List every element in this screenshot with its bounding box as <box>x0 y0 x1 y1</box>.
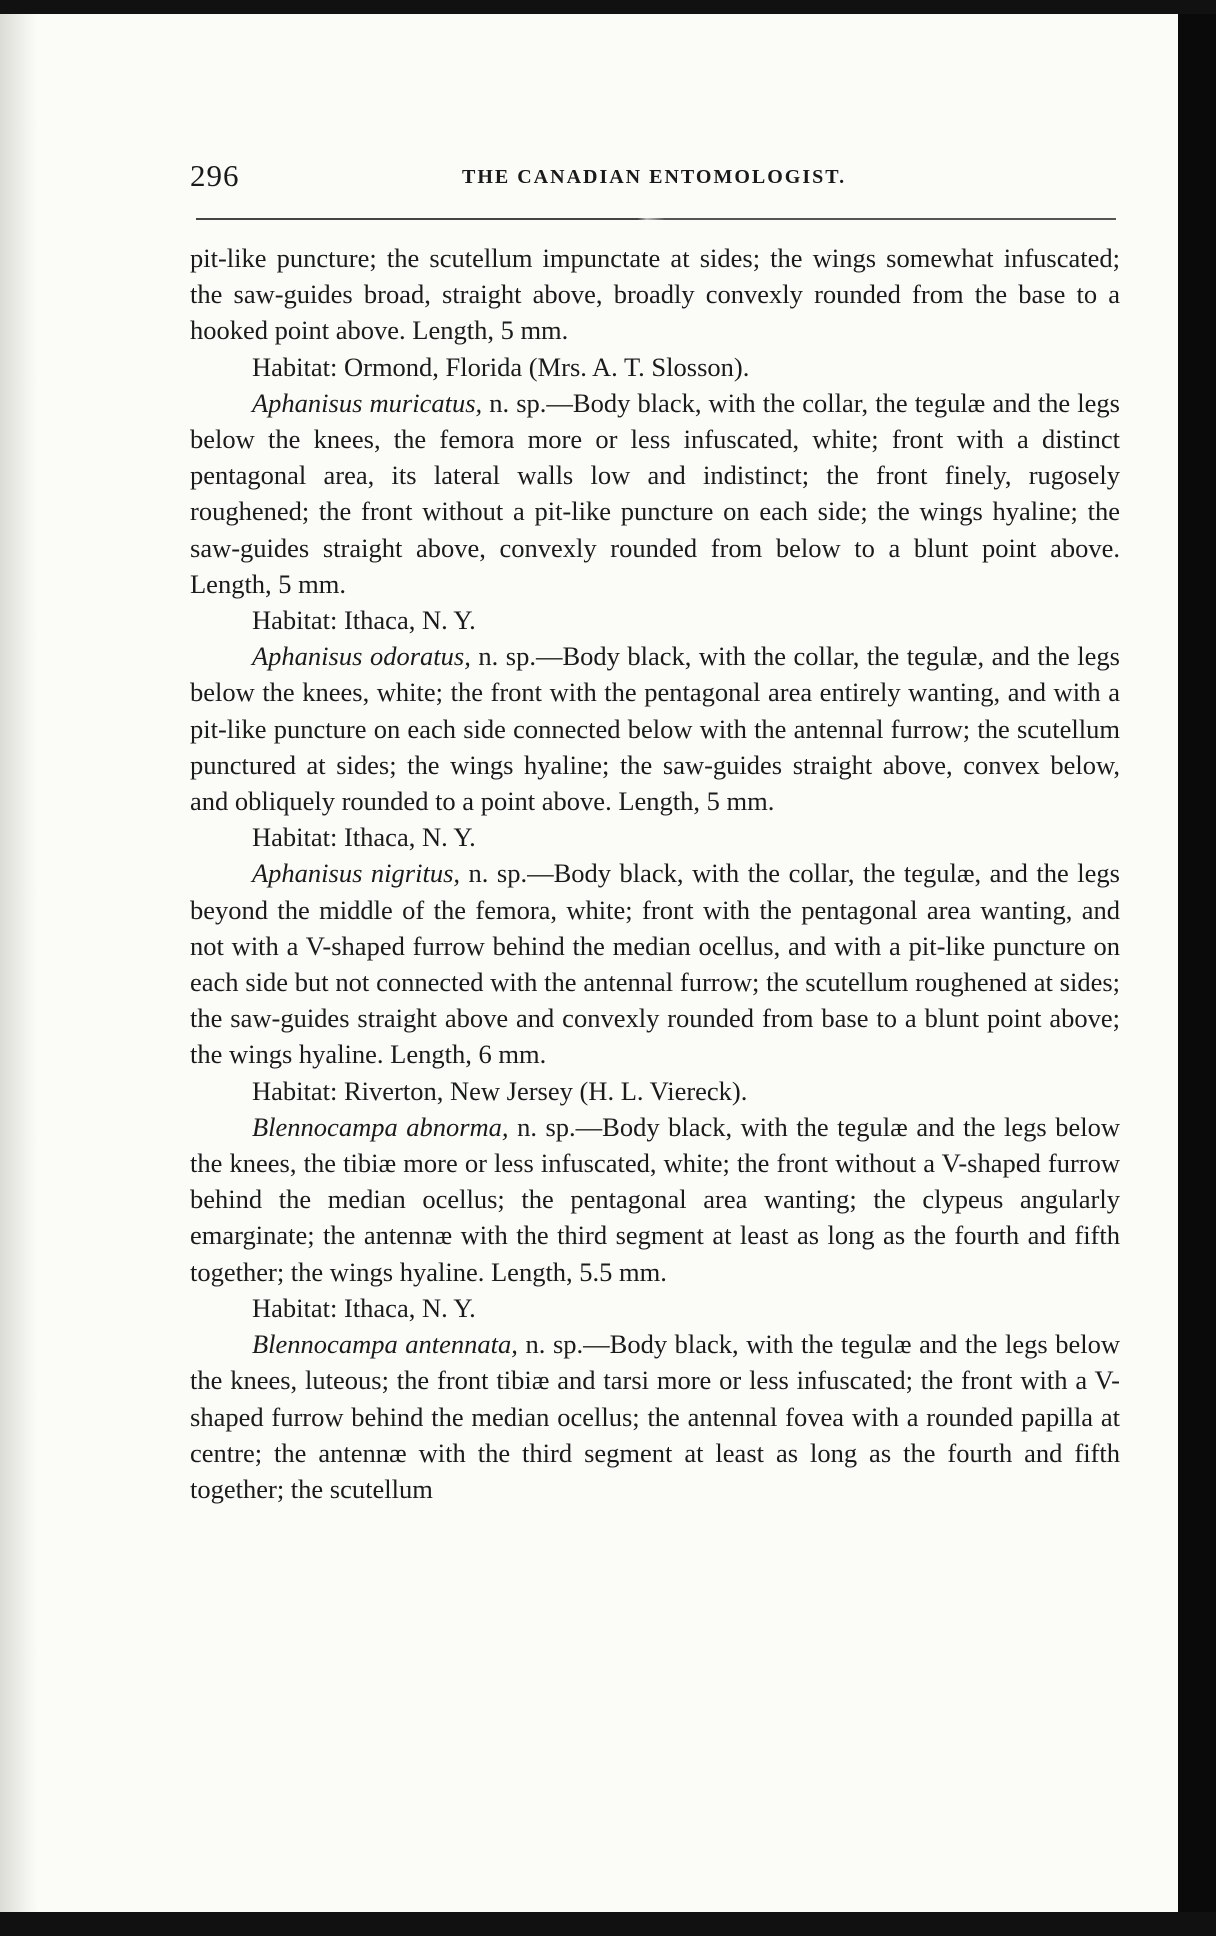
species-description <box>190 1326 1120 1507</box>
running-header <box>190 158 1120 198</box>
species-name: Blennocampa antennata, <box>252 1329 518 1360</box>
habitat-line <box>190 349 1120 385</box>
paragraph-text: Habitat: Ithaca, N. Y. <box>252 605 476 636</box>
paragraph-text: n. sp.—Body black, with the tegulæ and the legs below the knees, luteous; the front tibiæ and tarsi more or less infuscated; the front with a V-shaped furrow behind the median ocellus; the antennal fovea with a rounded papilla at centre; the antennæ with the third segment at least as long as the fourth and fifth together; the scutellum <box>190 1329 1120 1504</box>
paragraph-text: n. sp.—Body black, with the collar, the tegulæ and the legs below the knees, the femora more or less infuscated, white; front with a distinct pentagonal area, its lateral walls low and indistinct; the front finely, rugosely roughened; the front without a pit-like puncture on each side; the wings hyaline; the saw-guides straight above, convexly rounded from below to a blunt point above. Length, 5 mm. <box>190 387 1120 599</box>
scan-border-top <box>0 0 1216 14</box>
species-name: Blennocampa abnorma, <box>252 1111 509 1142</box>
paragraph-text: Habitat: Riverton, New Jersey (H. L. Viereck). <box>252 1075 748 1106</box>
species-name: Aphanisus odoratus, <box>252 641 471 672</box>
paragraph-text: pit-like puncture; the scutellum impunctate at sides; the wings somewhat infuscated; the saw-guides broad, straight above, broadly convexly rounded from the base to a hooked point above. Length, 5 mm. <box>190 243 1120 346</box>
species-description <box>190 385 1120 602</box>
species-description <box>190 1109 1120 1290</box>
paragraph-text: Habitat: Ormond, Florida (Mrs. A. T. Slosson). <box>252 351 750 382</box>
habitat-line <box>190 1073 1120 1109</box>
paragraph-text: Habitat: Ithaca, N. Y. <box>252 1292 476 1323</box>
body-text <box>190 240 1120 1507</box>
species-description <box>190 638 1120 819</box>
scan-border-right <box>1178 0 1216 1936</box>
paragraph-text: Habitat: Ithaca, N. Y. <box>252 822 476 853</box>
page-gutter-shadow <box>0 0 38 1936</box>
paragraph-text: n. sp.—Body black, with the collar, the tegulæ, and the legs below the knees, white; the front with the pentagonal area entirely wanting, and with a pit-like puncture on each side connected below with the antennal furrow; the scutellum punctured at sides; the wings hyaline; the saw-guides straight above, convex below, and obliquely rounded to a point above. Length, 5 mm. <box>190 641 1120 817</box>
running-title: THE CANADIAN ENTOMOLOGIST. <box>462 166 847 188</box>
habitat-line <box>190 819 1120 855</box>
paragraph-continuation <box>190 240 1120 349</box>
species-name: Aphanisus nigritus, <box>252 858 461 889</box>
paragraph-text: n. sp.—Body black, with the collar, the tegulæ, and the legs beyond the middle of the femora, white; front with the pentagonal area wanting, and not with a V-shaped furrow behind the median ocellus, and with a pit-like puncture on each side but not connected with the antennal furrow; the scutellum roughened at sides; the saw-guides straight above and convexly rounded from base to a blunt point above; the wings hyaline. Length, 6 mm. <box>190 858 1120 1070</box>
habitat-line <box>190 1290 1120 1326</box>
habitat-line <box>190 602 1120 638</box>
scan-border-bottom <box>0 1912 1216 1936</box>
paragraph-text: n. sp.—Body black, with the tegulæ and the legs below the knees, the tibiæ more or less infuscated, white; the front without a V-shaped furrow behind the median ocellus; the pentagonal area wanting; the clypeus angularly emarginate; the antennæ with the third segment at least as long as the fourth and fifth together; the wings hyaline. Length, 5.5 mm. <box>190 1111 1120 1287</box>
header-rule <box>196 218 1116 220</box>
page-number: 296 <box>190 158 240 193</box>
species-name: Aphanisus muricatus, <box>252 387 483 418</box>
species-description <box>190 855 1120 1072</box>
